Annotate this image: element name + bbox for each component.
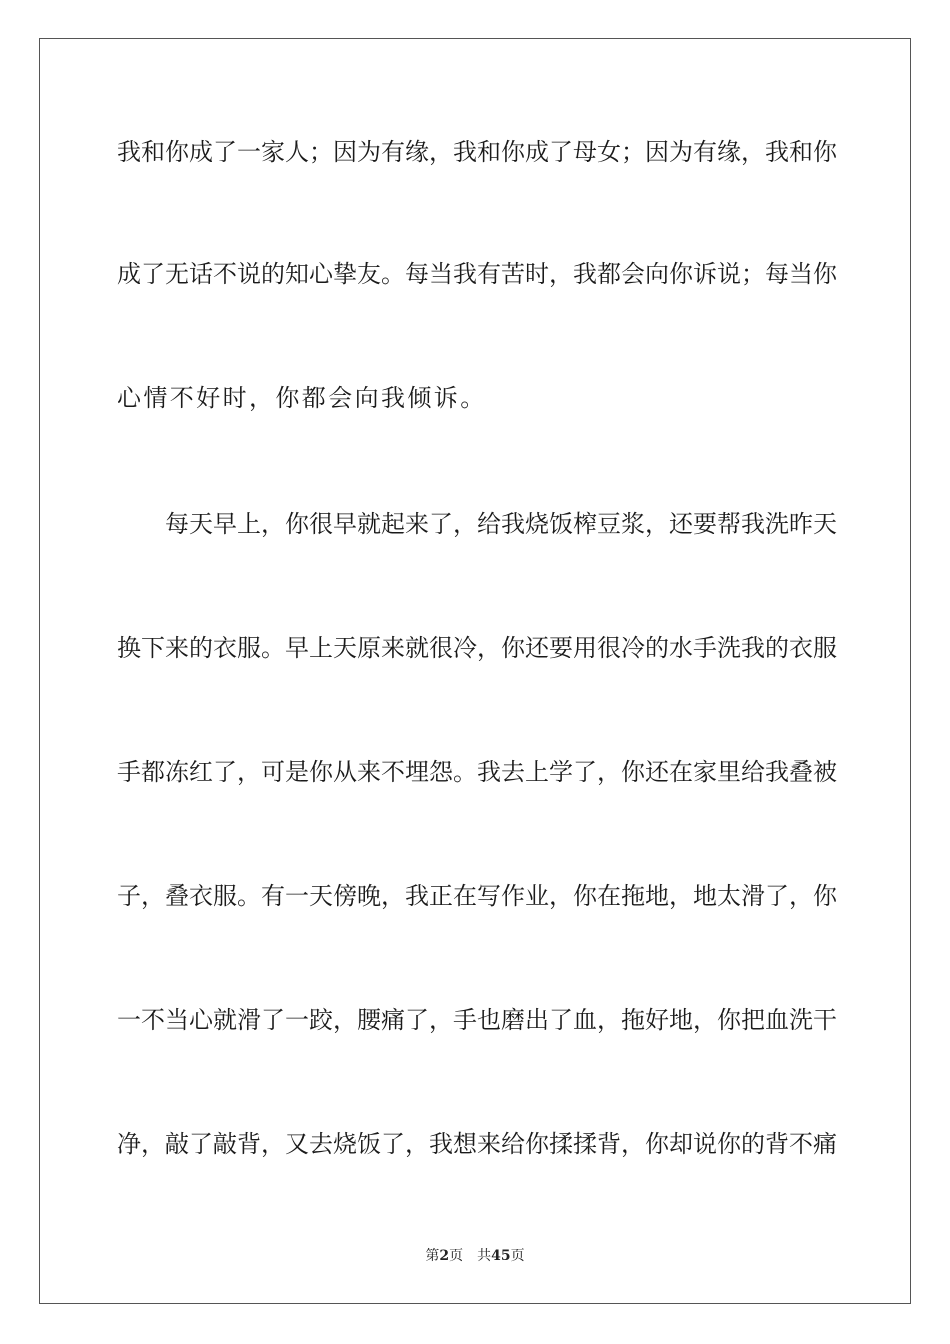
page-prefix: 第 <box>425 1248 440 1264</box>
total-prefix: 共 <box>477 1248 492 1264</box>
text-line-6: 手都冻红了，可是你从来不埋怨。我去上学了，你还在家里给我叠被 <box>117 758 837 786</box>
text-line-5: 换下来的衣服。早上天原来就很冷，你还要用很冷的水手洗我的衣服 <box>117 634 837 662</box>
text-line-4: 每天早上，你很早就起来了，给我烧饭榨豆浆，还要帮我洗昨天 <box>165 510 837 538</box>
text-line-7: 子，叠衣服。有一天傍晚，我正在写作业，你在拖地，地太滑了，你 <box>117 882 837 910</box>
text-line-3: 心情不好时，你都会向我倾诉。 <box>117 384 487 412</box>
text-line-9: 净，敲了敲背，又去烧饭了，我想来给你揉揉背，你却说你的背不痛 <box>117 1130 837 1158</box>
text-line-1: 我和你成了一家人；因为有缘，我和你成了母女；因为有缘，我和你 <box>117 138 837 166</box>
text-line-2: 成了无话不说的知心挚友。每当我有苦时，我都会向你诉说；每当你 <box>117 260 837 288</box>
text-line-8: 一不当心就滑了一跤，腰痛了，手也磨出了血，拖好地，你把血洗干 <box>117 1006 837 1034</box>
total-pages: 45 <box>491 1248 511 1264</box>
page-unit: 页 <box>449 1248 464 1264</box>
page-footer <box>0 1247 950 1265</box>
page-number: 2 <box>439 1248 450 1264</box>
total-unit: 页 <box>510 1248 525 1264</box>
page-border <box>39 38 911 1304</box>
